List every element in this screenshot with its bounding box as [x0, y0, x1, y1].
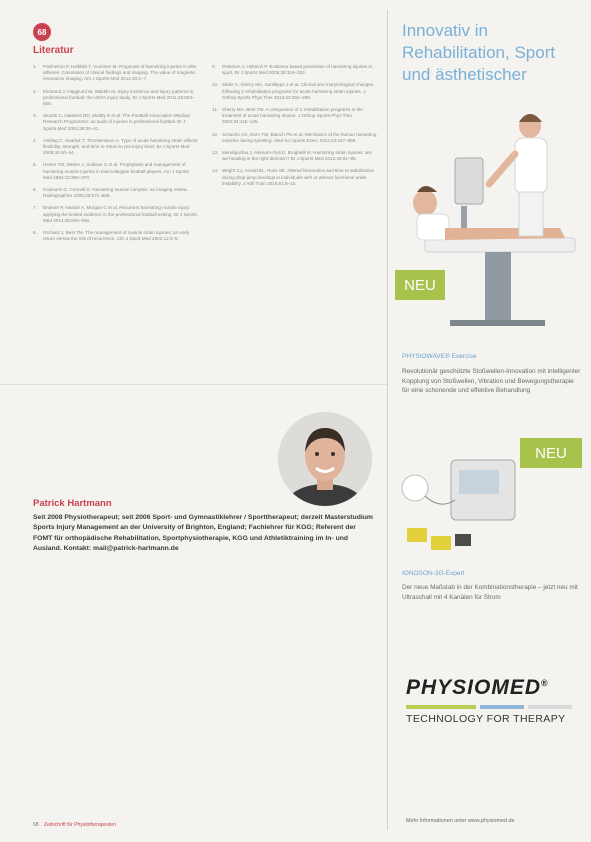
- author-bio: Seit 2008 Physiotherapeut; seit 2006 Sport- und Gymnastiklehrer / Sporttherapeut; derzeit Masterstudium Sports Injury Management an der University of Brighton, England; Fachlehrer für KGG; Referent der FOMT für orthopädische Rehabilitation, Sportphysiotherapie, KGG und Athletiktraining im In- und Ausland. Kontakt: mail@patrick-hartmann.de: [33, 514, 373, 553]
- brand-stripe-green: [406, 705, 476, 709]
- reference-item: [33, 205, 198, 224]
- reference-text: Woods C, Hawkins RD, Maltby S et al. The Football Association Medical Research Programme: an audit of injuries in professional football. Br J Sports Med 2004;38:36–41.: [43, 113, 190, 131]
- reference-number: 10.: [212, 82, 219, 88]
- section-divider: [0, 384, 387, 385]
- page-badge: 68: [33, 23, 51, 41]
- ad-headline: Innovativ in Rehabilitation, Sport und ästhetischer: [402, 21, 556, 84]
- brand-stripe-grey: [528, 705, 572, 709]
- author-name: Patrick Hartmann: [33, 498, 112, 509]
- brand-mark: ®: [541, 678, 549, 688]
- reference-number: 1.: [33, 64, 37, 69]
- reference-text: Petersen J, Hölmich P. Evidence based prevention of hamstring injuries in sport. Br J Sports Med 2005;39:319–323.: [222, 64, 373, 76]
- reference-text: Sherry MA, Best TM. A comparison of 2 rehabilitation programs in the treatment of acute hamstring strains. J Orthop Sports Phys Ther 2004;34:116–125.: [222, 107, 363, 125]
- reference-number: 11.: [212, 107, 219, 113]
- brand-name: PHYSIOMED: [406, 676, 542, 699]
- reference-text: Wright CJ, Arnold BL, Ross SE. Altered kinematics and time to stabilization during drop-jump landings in individuals with or without functional ankle instability. J Athl Train 2016;51:5–15.: [222, 168, 375, 186]
- reference-item: [33, 187, 198, 199]
- reference-number: 12.: [212, 131, 219, 137]
- person-portrait-icon: [278, 412, 372, 506]
- reference-item: [212, 132, 377, 144]
- device-illustration: [395, 440, 525, 565]
- brand-tagline: TECHNOLOGY FOR THERAPY: [406, 713, 566, 725]
- reference-item: [212, 107, 377, 126]
- reference-number: 13.: [212, 150, 219, 156]
- reference-item: [33, 138, 198, 157]
- reference-number: 9.: [212, 64, 216, 69]
- reference-number: 8.: [33, 230, 37, 236]
- reference-number: 3.: [33, 113, 37, 119]
- product-1-title: PHYSIOWAVE® Exercise: [402, 353, 477, 360]
- footer-page-number: 68: [33, 822, 39, 828]
- reference-item: [33, 89, 198, 108]
- product-1-description: Revolutionär geschützte Stoßwellen-Innovation mit intelligenter Kopplung von Stoßwellen, Vibration und Bewegungstherapie für eine schonende und effektive Behandlung: [402, 368, 581, 395]
- reference-number: 7.: [33, 205, 37, 211]
- reference-text: Mendiguchia J, Alentorn-Geli E, Brughelli M. Hamstring strain injuries: are we heading in the right direction? Br J Sports Med 2012;46:81–85.: [222, 150, 372, 162]
- reference-text: Heiser TM, Weber J, Sullivan G et al. Prophylaxis and management of hamstring muscle injuries in intercollegiate football players. Am J Sports Med 1984;12:368–370.: [43, 162, 189, 180]
- reference-number: 4.: [33, 137, 37, 143]
- ad-url: Mehr Informationen unter www.physiomed.de: [406, 818, 515, 824]
- therapy-scene-illustration: [395, 88, 585, 338]
- references-column-2: [212, 64, 377, 193]
- reference-item: [212, 168, 377, 187]
- literature-heading: Literatur: [33, 45, 74, 56]
- product-2-title: IONOSON-3G-Expert: [402, 570, 465, 577]
- reference-text: Koulouris G, Connell D. Hamstring muscle complex: an imaging review. Radiographics 2005;25:571–586.: [43, 187, 189, 199]
- footer-journal: Zeitschrift für Physiotherapeuten: [43, 822, 116, 828]
- page-footer: [33, 822, 116, 828]
- brand-stripe-blue: [480, 705, 524, 709]
- reference-item: [212, 64, 377, 76]
- new-badge-1: NEU: [395, 270, 445, 300]
- reference-item: [212, 82, 377, 101]
- reference-item: [33, 230, 198, 242]
- reference-text: Schache AG, Dorn TW, Blanch PD et al. Mechanics of the human hamstring muscles during sprinting. Med Sci Sports Exerc 2012;44:647–658.: [222, 131, 377, 143]
- reference-text: Brukner P, Nealon A, Morgan C et al. Recurrent hamstring muscle injury: applying the limited evidence in the professional football setting. Br J Sports Med 2014;48:929–938.: [43, 205, 197, 223]
- author-portrait: [278, 412, 372, 506]
- reference-number: 5.: [33, 162, 37, 168]
- brand-logo: [406, 676, 549, 700]
- column-separator: [387, 10, 388, 830]
- reference-item: [33, 162, 198, 181]
- reference-text: Paloheimo P, Heikkilä T, Vuorinen M. Prognosis of hamstring injuries in elite athletes. Correlation of clinical findings and imaging. The value of magnetic resonance imaging. Am J Sports Med 2012;40:1–7.: [43, 64, 197, 82]
- reference-number: 6.: [33, 187, 37, 193]
- reference-item: [33, 113, 198, 132]
- brand-stripes: [406, 705, 572, 709]
- references-column-1: [33, 64, 198, 248]
- product-2-description: Der neue Maßstab in der Kombinationstherapie – jetzt neu mit Ultraschall mit 4 Kanälen für Strom: [402, 584, 578, 601]
- reference-number: 2.: [33, 88, 37, 94]
- reference-number: 14.: [212, 168, 219, 174]
- reference-item: [33, 64, 198, 83]
- reference-text: Orchard J, Best TM. The management of muscle strain injuries: an early return versus the risk of recurrence. Clin J Sport Med 2002;12:3–5.: [43, 230, 190, 242]
- new-badge-2: NEU: [520, 438, 582, 468]
- reference-text: Ekstrand J, Hägglund M, Waldén M. Injury incidence and injury patterns in professional football: the UEFA injury study. Br J Sports Med 2011;45:553–558.: [43, 88, 195, 107]
- reference-text: Askling C, Saartok T, Thorstensson A. Type of acute hamstring strain affects flexibility, strength, and time to return to pre-injury level. Br J Sports Med 2006;40:40–44.: [43, 137, 198, 156]
- reference-item: [212, 150, 377, 162]
- reference-text: Silder A, Sherry MA, Sanfilippo J et al. Clinical and morphological changes following 2 rehabilitation programs for acute hamstring strain injuries. J Orthop Sports Phys Ther 2013;43:284–299.: [222, 82, 374, 100]
